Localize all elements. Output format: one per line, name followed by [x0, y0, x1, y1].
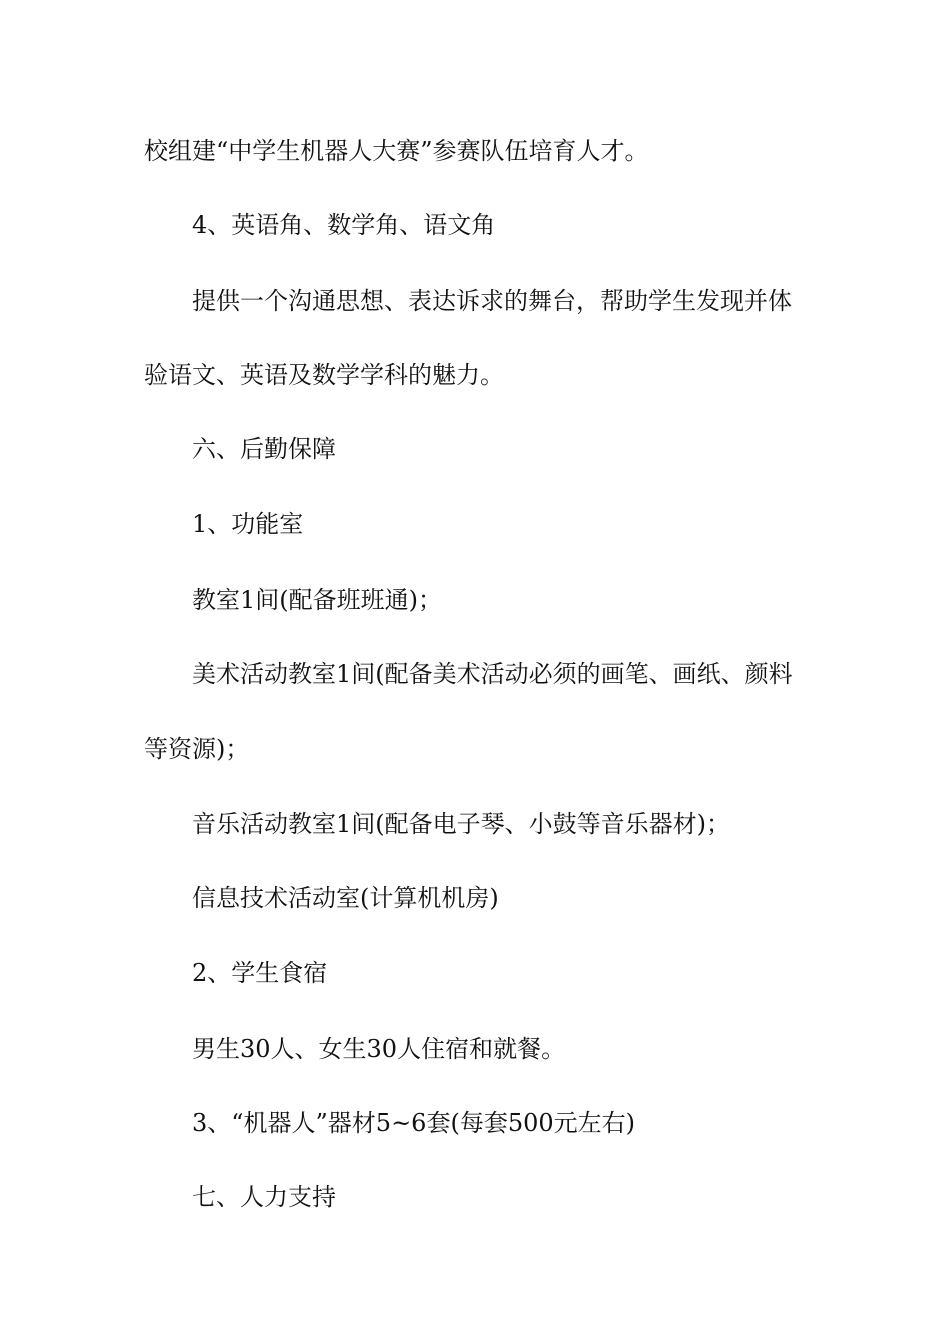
paragraph-line: 验语文、英语及数学学科的魅力。	[144, 361, 504, 389]
paragraph-line: 教室1间(配备班班通)；	[192, 586, 442, 614]
paragraph-line: 美术活动教室1间(配备美术活动必须的画笔、画纸、颜料	[192, 660, 793, 688]
paragraph-line: 等资源)；	[144, 735, 250, 763]
section-heading: 2、学生食宿	[192, 959, 328, 987]
paragraph-line: 提供一个沟通思想、表达诉求的舞台，帮助学生发现并体	[192, 287, 792, 315]
section-heading: 1、功能室	[192, 510, 304, 538]
section-heading: 七、人力支持	[192, 1183, 336, 1211]
paragraph-line: 信息技术活动室(计算机机房)	[192, 884, 499, 912]
section-heading: 六、后勤保障	[192, 435, 336, 463]
paragraph-line: 男生30人、女生30人住宿和就餐。	[192, 1035, 566, 1063]
paragraph-line: 校组建“中学生机器人大赛”参赛队伍培育人才。	[144, 137, 649, 165]
section-heading: 3、“机器人”器材5~6套(每套500元左右)	[192, 1109, 635, 1137]
section-heading: 4、英语角、数学角、语文角	[192, 211, 496, 239]
paragraph-line: 音乐活动教室1间(配备电子琴、小鼓等音乐器材)；	[192, 810, 730, 838]
